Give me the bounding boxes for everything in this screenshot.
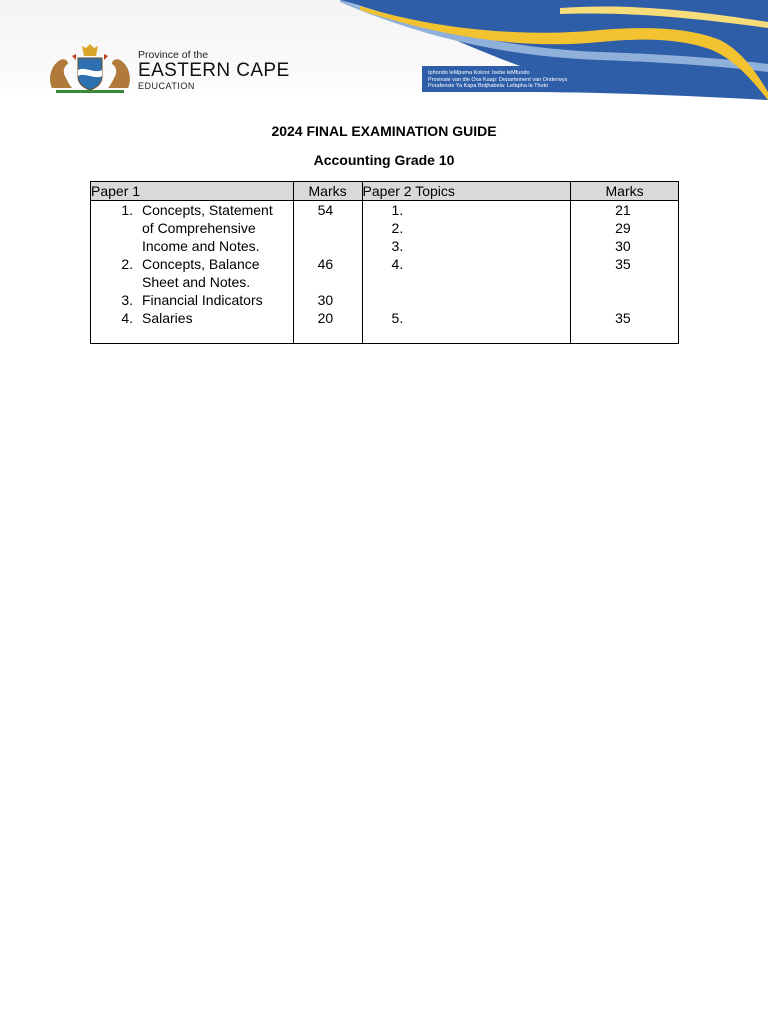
paper-1-topic-number: 2.: [121, 256, 133, 272]
header-paper-1: Paper 1: [91, 182, 294, 201]
document-title: 2024 FINAL EXAMINATION GUIDE: [271, 123, 497, 139]
document-subtitle: Accounting Grade 10: [313, 152, 455, 168]
paper-2-topic-number: 4.: [391, 256, 404, 272]
letterhead: [0, 0, 768, 110]
paper-1-topic-text: Financial Indicators: [142, 292, 263, 308]
logo-name-text: EASTERN CAPE: [138, 60, 290, 81]
paper-1-topic-number: 1.: [121, 202, 133, 218]
paper-2-topic-number: 3.: [391, 238, 404, 254]
paper-1-marks-cell: [293, 201, 362, 344]
department-line-3: Porafensie Ya Kapa Botjhabela: Lefapha la Thuto: [428, 83, 549, 90]
paper-2-marks-cell: [571, 201, 679, 344]
table-header-row: [91, 182, 679, 201]
header-marks-2: Marks: [571, 182, 679, 201]
paper-2-topics-cell: [362, 201, 571, 344]
paper-2-topic-number: 1.: [391, 202, 404, 218]
table-row: [91, 201, 679, 344]
department-line-1: Iphondo leMpuma Koloni: Isebe leMfundo: [428, 70, 530, 76]
header-marks-1: Marks: [293, 182, 362, 201]
paper-2-mark: 29: [615, 220, 631, 236]
logo-province-text: Province of the: [138, 49, 209, 61]
department-text: [428, 70, 567, 90]
paper-2-mark: 30: [615, 238, 631, 254]
header-paper-2-topics: Paper 2 Topics: [362, 182, 571, 201]
paper-1-topics-cell: [91, 201, 294, 344]
eastern-cape-logo: [46, 44, 316, 94]
paper-1-topic-number: 3.: [121, 292, 133, 308]
paper-1-mark: 54: [317, 202, 334, 218]
paper-1-topic-text: Sheet and Notes.: [142, 274, 251, 290]
paper-2-mark: 35: [615, 310, 631, 326]
paper-1-mark: 30: [317, 292, 334, 308]
department-line-2: Provinsie van die Oos Kaap: Departement van Onderwys: [428, 76, 568, 83]
paper-2-mark: 21: [615, 202, 631, 218]
paper-1-mark: 46: [317, 256, 334, 272]
paper-1-topic-number: 4.: [121, 310, 133, 326]
logo-sub-text: EDUCATION: [138, 81, 195, 91]
coat-of-arms-icon: [46, 44, 134, 94]
exam-guide-table: [90, 181, 679, 344]
paper-1-topic-text: Salaries: [142, 310, 193, 326]
paper-1-topic-text: Concepts, Balance: [142, 256, 260, 272]
paper-2-topic-number: 2.: [391, 220, 404, 236]
paper-1-topic-text: of Comprehensive: [142, 220, 256, 236]
paper-2-topic-number: 5.: [391, 310, 404, 326]
logo-wordmark: [138, 50, 290, 91]
paper-1-mark: 20: [317, 310, 334, 326]
paper-1-topic-text: Concepts, Statement: [142, 202, 273, 218]
paper-2-mark: 35: [615, 256, 631, 272]
paper-1-topic-text: Income and Notes.: [142, 238, 260, 254]
